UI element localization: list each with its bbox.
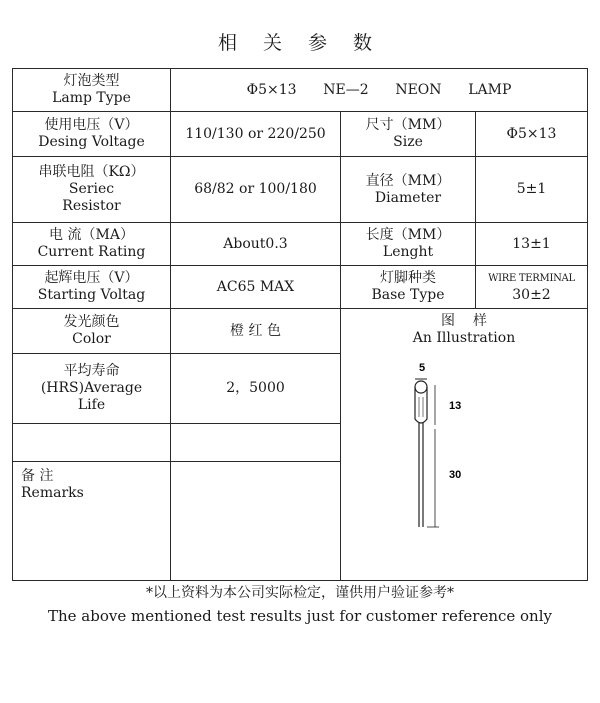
- value-starting: AC65 MAX: [171, 266, 341, 309]
- footer-note-en: The above mentioned test results just for customer reference only: [47, 607, 552, 625]
- table-row: [13, 69, 588, 112]
- value-resistor: 68/82 or 100/180: [171, 157, 341, 223]
- empty-cell: [13, 424, 171, 462]
- value-size: Φ5×13: [476, 112, 588, 157]
- label-resistor: 串联电阻（KΩ） Seriec Resistor: [13, 157, 171, 223]
- label-voltage: 使用电压（V） Desing Voltage: [13, 112, 171, 157]
- table-row: [13, 157, 588, 223]
- dimension-label: 13: [449, 400, 462, 412]
- illustration-title-en: An Illustration: [412, 330, 516, 346]
- label-base: 灯脚种类 Base Type: [341, 266, 476, 309]
- table-row: [13, 223, 588, 266]
- value-base: WIRE TERMINAL 30±2: [476, 266, 588, 309]
- label-starting: 起辉电压（V） Starting Voltag: [13, 266, 171, 309]
- value-lamp-type: Φ5×13 NE—2 NEON LAMP: [171, 69, 588, 112]
- bulb-icon: [415, 381, 427, 393]
- table-row: [13, 309, 588, 354]
- illustration-title-zh: 图样: [441, 313, 505, 329]
- value-current: About0.3: [171, 223, 341, 266]
- dimension-label: 30: [449, 469, 462, 481]
- value-voltage: 110/130 or 220/250: [171, 112, 341, 157]
- footer-note-zh: *以上资料为本公司实际检定，谨供用户验证参考*: [146, 585, 454, 601]
- lamp-diagram: [401, 357, 521, 547]
- value-life: 2，5000: [171, 354, 341, 424]
- illustration-cell: [341, 309, 588, 581]
- bulb-body: [415, 387, 427, 423]
- spec-table: [12, 68, 588, 581]
- page-title: 相 关 参 数: [217, 32, 383, 54]
- label-life: 平均寿命 (HRS)Average Life: [13, 354, 171, 424]
- empty-cell: [171, 424, 341, 462]
- label-diameter: 直径（MM） Diameter: [341, 157, 476, 223]
- table-row: [13, 112, 588, 157]
- label-remarks: 备 注 Remarks: [13, 462, 171, 581]
- dimension-label: 5: [419, 362, 426, 374]
- table-row: [13, 266, 588, 309]
- label-size: 尺寸（MM） Size: [341, 112, 476, 157]
- label-length: 长度（MM） Lenght: [341, 223, 476, 266]
- label-color: 发光颜色 Color: [13, 309, 171, 354]
- value-color: 橙 红 色: [171, 309, 341, 354]
- label-current: 电 流（MA） Current Rating: [13, 223, 171, 266]
- value-remarks: [171, 462, 341, 581]
- value-length: 13±1: [476, 223, 588, 266]
- label-lamp-type: 灯泡类型 Lamp Type: [13, 69, 171, 112]
- value-diameter: 5±1: [476, 157, 588, 223]
